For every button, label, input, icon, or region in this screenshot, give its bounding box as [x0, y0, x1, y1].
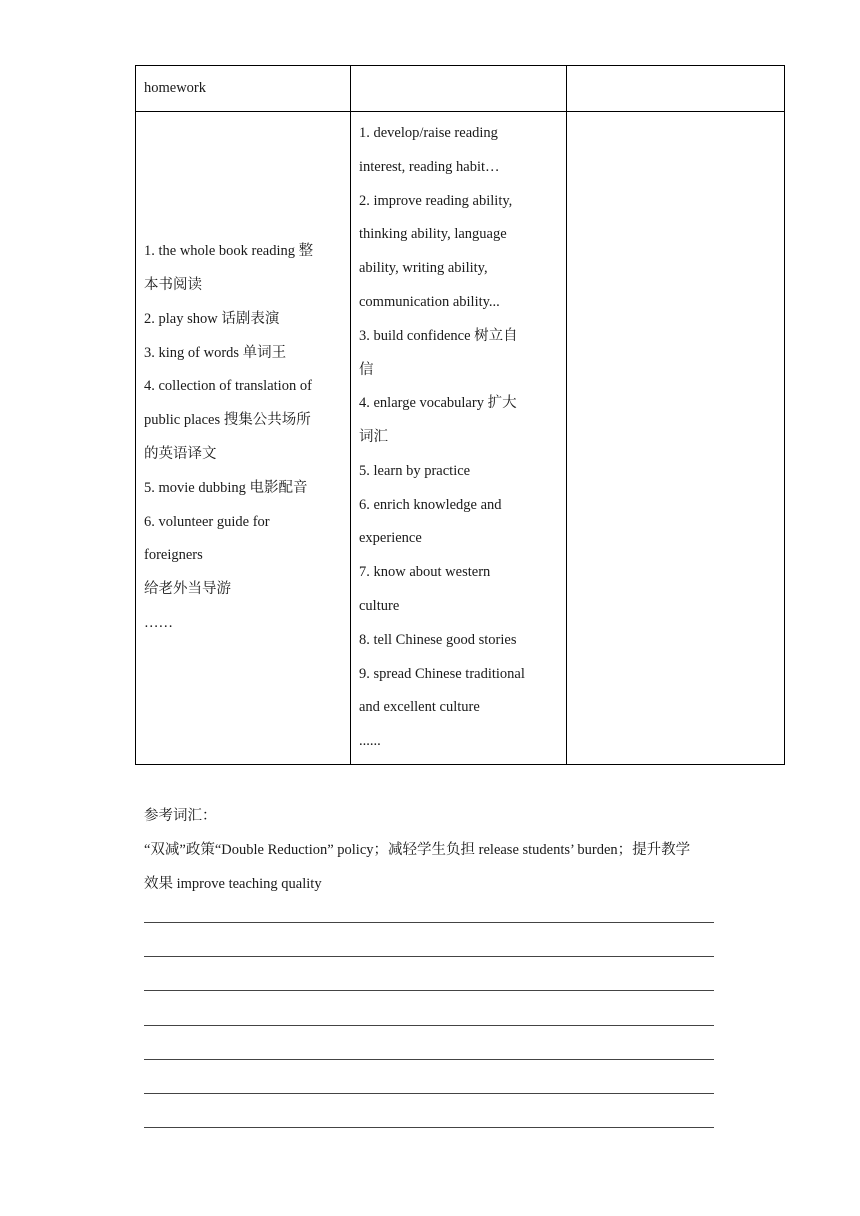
- benefit-line: 7. know about western: [359, 564, 491, 581]
- activity-line: 3. king of words 单词王: [144, 344, 287, 361]
- benefit-line: ability, writing ability,: [359, 260, 488, 277]
- benefit-line: 9. spread Chinese traditional: [359, 665, 525, 682]
- vocabulary-heading: 参考词汇：: [144, 808, 217, 824]
- table-body-row: [136, 112, 785, 765]
- header-cell-homework: homework: [136, 66, 351, 112]
- benefit-line: 5. learn by practice: [359, 462, 471, 479]
- activity-line: 的英语译文: [144, 446, 217, 462]
- activity-line: ……: [144, 614, 173, 631]
- header-cell-empty-3: [567, 66, 785, 112]
- answer-line[interactable]: [144, 1127, 714, 1128]
- activity-line: public places 搜集公共场所: [144, 412, 311, 429]
- activity-line: 4. collection of translation of: [144, 378, 312, 395]
- answer-line[interactable]: [144, 1059, 714, 1060]
- benefit-line: and excellent culture: [359, 699, 480, 716]
- activity-line: 给老外当导游: [144, 581, 231, 598]
- benefit-line: 8. tell Chinese good stories: [359, 631, 517, 648]
- activity-line: 本书阅读: [144, 277, 202, 294]
- activity-line: 5. movie dubbing 电影配音: [144, 479, 308, 496]
- header-cell-empty-2: [351, 66, 567, 112]
- table-header-row: [136, 66, 785, 112]
- benefit-line: culture: [359, 598, 400, 615]
- benefit-line: interest, reading habit…: [359, 158, 500, 175]
- answer-line[interactable]: [144, 922, 714, 923]
- vocabulary-line: 效果 improve teaching quality: [144, 875, 322, 892]
- activity-line: 2. play show 话剧表演: [144, 310, 280, 327]
- benefit-line: experience: [359, 530, 422, 547]
- benefit-line: 6. enrich knowledge and: [359, 496, 502, 513]
- answer-line[interactable]: [144, 956, 714, 957]
- answer-line[interactable]: [144, 1093, 714, 1094]
- activity-line: foreigners: [144, 547, 203, 564]
- activity-line: 6. volunteer guide for: [144, 513, 270, 530]
- benefit-line: 信: [359, 361, 374, 378]
- homework-table: [135, 65, 785, 765]
- answer-line[interactable]: [144, 1025, 714, 1026]
- benefit-line: ......: [359, 733, 381, 750]
- benefit-line: thinking ability, language: [359, 226, 507, 243]
- answer-lines: [144, 922, 714, 1161]
- benefit-line: communication ability...: [359, 293, 500, 310]
- reference-vocabulary: [144, 800, 724, 901]
- activities-cell: [136, 112, 351, 765]
- answer-line[interactable]: [144, 990, 714, 991]
- empty-cell: [567, 112, 785, 765]
- benefit-line: 2. improve reading ability,: [359, 192, 513, 209]
- vocabulary-line: “双减”政策“Double Reduction” policy；减轻学生负担 release students’ burden；提升教学: [144, 841, 691, 858]
- benefit-line: 3. build confidence 树立自: [359, 327, 518, 344]
- benefit-line: 词汇: [359, 429, 388, 446]
- benefit-line: 1. develop/raise reading: [359, 124, 498, 141]
- activity-line: 1. the whole book reading 整: [144, 243, 314, 260]
- benefits-cell: [351, 112, 567, 765]
- benefit-line: 4. enlarge vocabulary 扩大: [359, 395, 517, 412]
